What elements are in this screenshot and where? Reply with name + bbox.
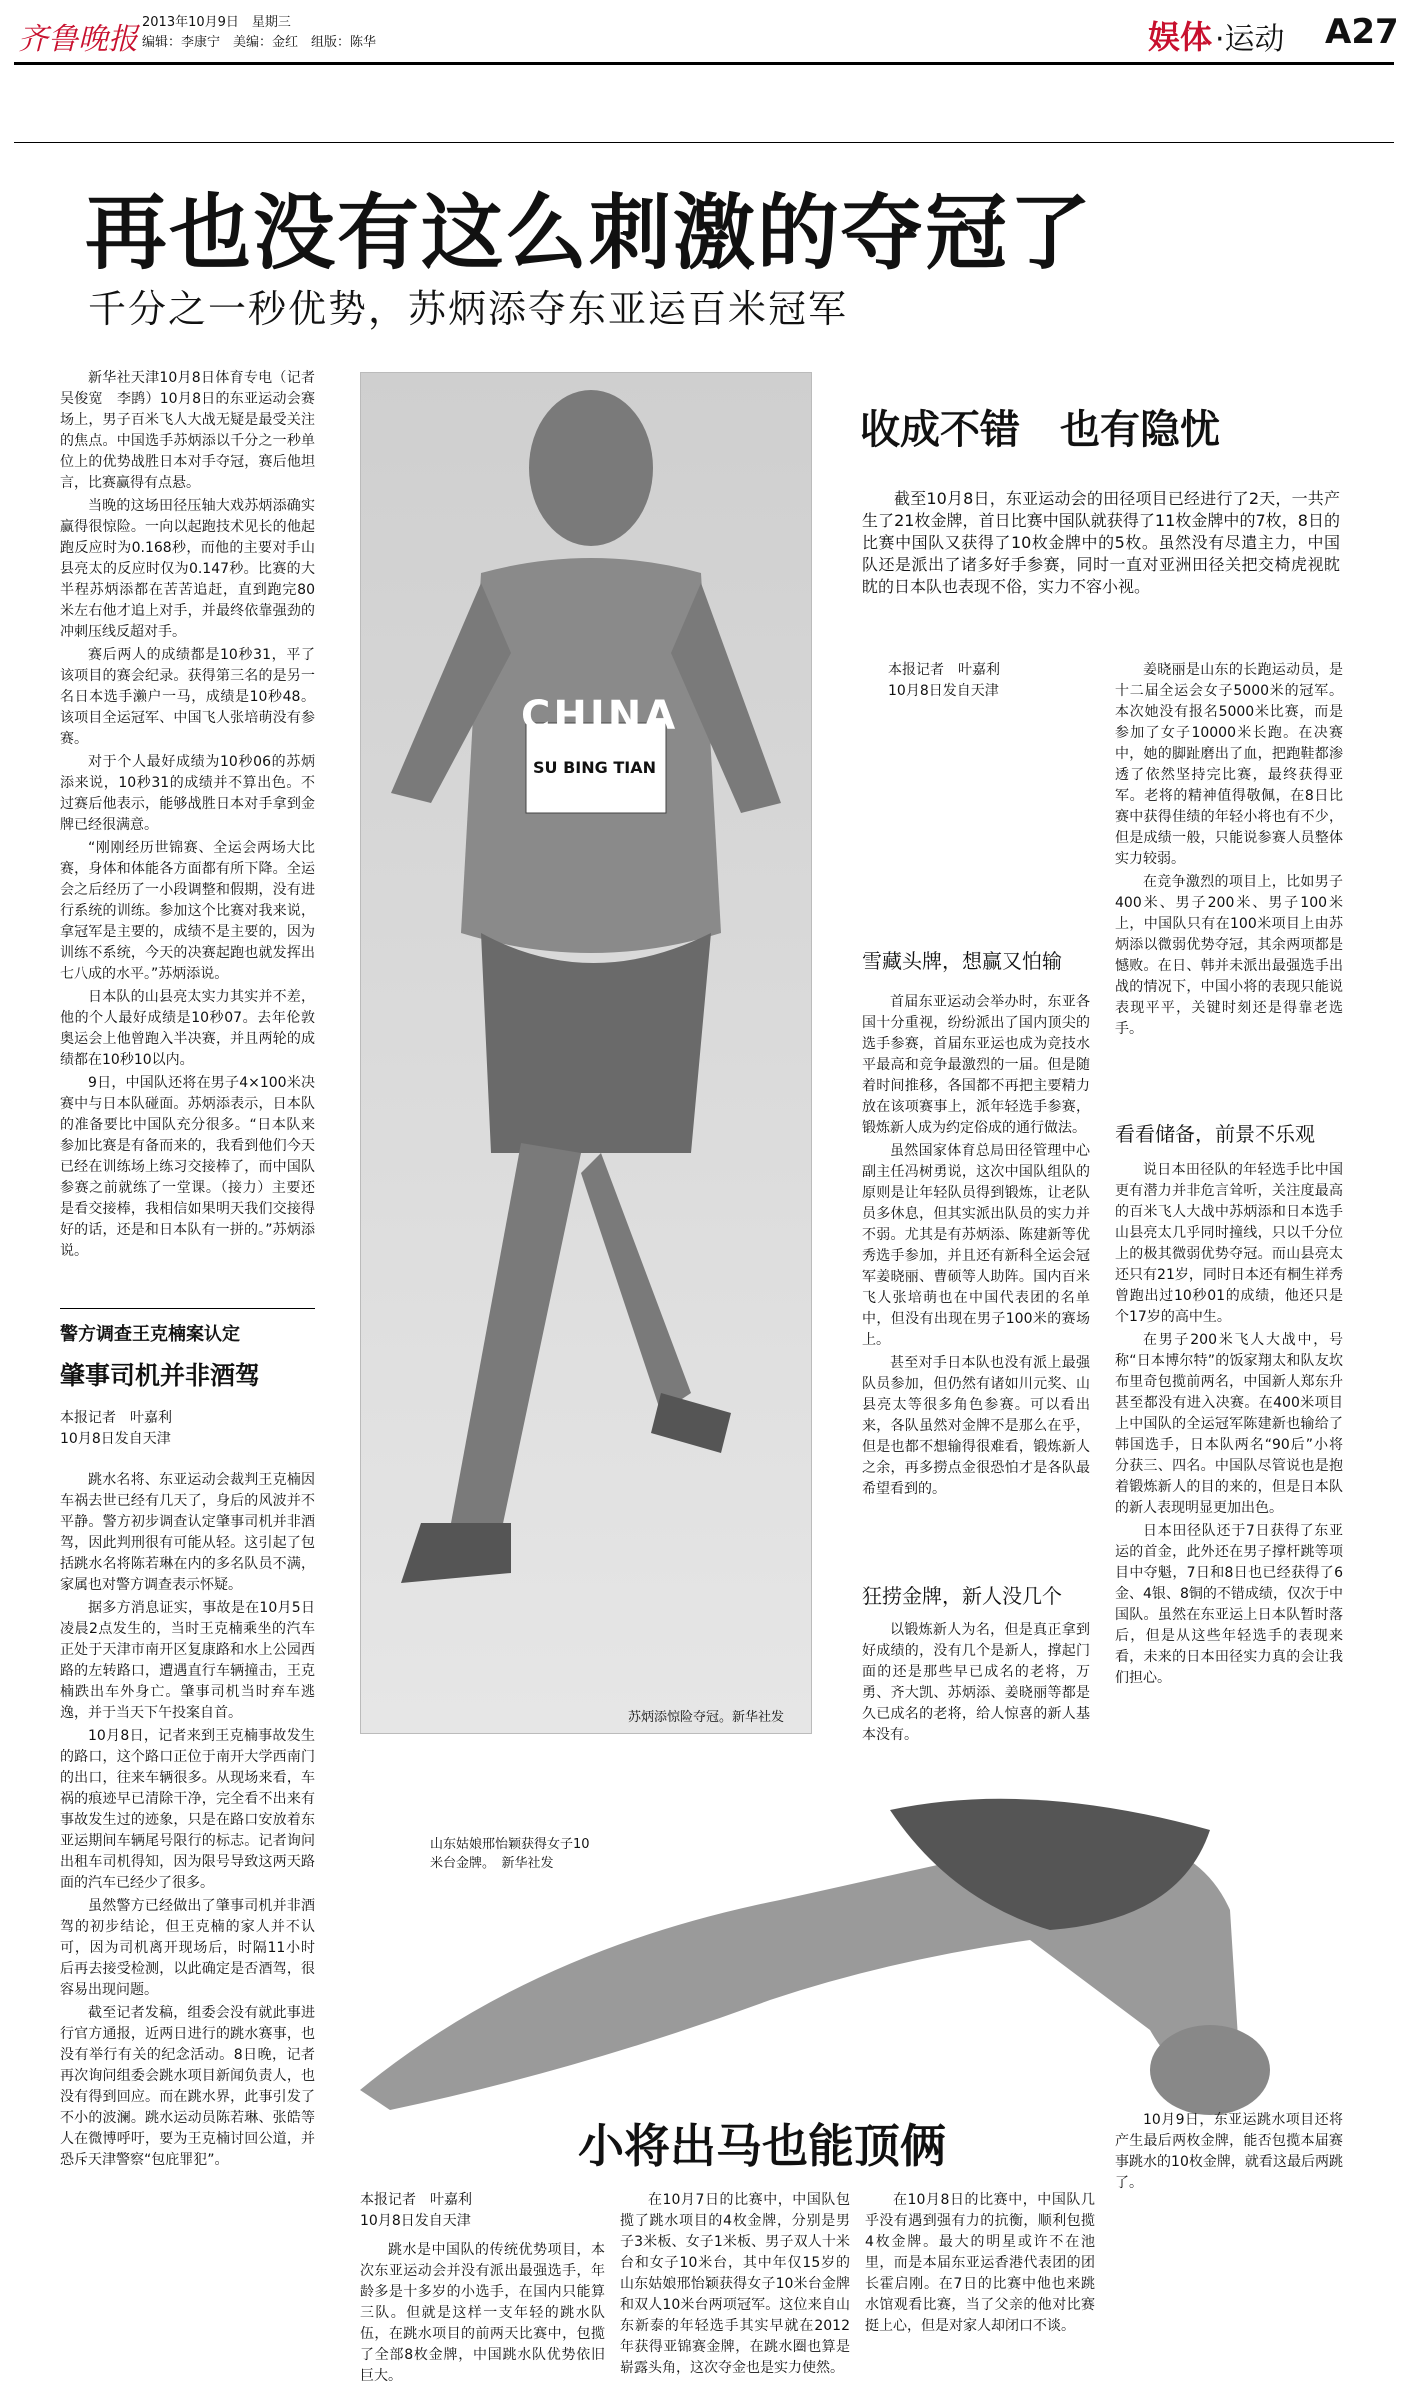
sprinter-photo [360, 372, 812, 1734]
track-byline: 本报记者 叶嘉利 10月8日发自天津 [888, 662, 1000, 699]
main-paragraph: 9日，中国队还将在男子4×100米决赛中与日本队碰面。苏炳添表示，日本队的准备要比中国队充分很多。“日本队来参加比赛是有备而来的，我看到他们今天已经在训练场上练习交接棒了，而中国队参赛之前就练了一堂课。（接力）主要还是看交接棒，我相信如果明天我们交接得好的话，还是和日本队有一拼的。”苏炳添说。 [60, 1075, 315, 1259]
main-paragraph: “刚刚经历世锦赛、全运会两场大比赛，身体和体能各方面都有所下降。全运会之后经历了一小段调整和假期，没有进行系统的训练。参加这个比赛对我来说，拿冠军是主要的，成绩不是主要的，因为训练不系统，今天的决赛起跑也就发挥出七八成的水平。”苏炳添说。 [60, 840, 315, 982]
track-section2-title: 狂捞金牌，新人没几个 [862, 1584, 1062, 1608]
diver-silhouette [330, 1770, 1350, 2130]
track-lead-paragraph: 截至10月8日，东亚运动会的田径项目已经进行了2天，一共产生了21枚金牌，首日比赛中国队就获得了11枚金牌中的7枚，8日的比赛中国队又获得了10枚金牌中的5枚。虽然没有尽遣主力，中国队还是派出了诸多好手参赛，同时一直对亚洲田径关把交椅虎视眈眈的日本队也表现不俗，实力不容小视。 [862, 489, 1340, 596]
masthead-rule [14, 62, 1394, 65]
diving-col2: 在10月7日的比赛中，中国队包揽了跳水项目的4枚金牌，分别是男子3米板、女子1米板、男子双人十米台和女子10米台，其中年仅15岁的山东姑娘邢怡颖获得女子10米台金牌和双人10米台两项冠军。这位来自山东新泰的年轻选手其实早就在2012年获得亚锦赛金牌，在跳水圈也算是崭露头角，这次夺金也是实力使然。 [620, 2192, 850, 2376]
diver-photo [330, 1770, 1350, 2130]
race-bib: SU BING TIAN [533, 758, 656, 777]
main-paragraph: 日本队的山县亮太实力其实并不差，他的个人最好成绩是10秒07。去年伦敦奥运会上他曾跑入半决赛，并且两轮的成绩都在10秒10以内。 [60, 989, 315, 1068]
page-number: A27 [1325, 12, 1399, 52]
issue-date: 2013年10月9日 星期三 [142, 15, 291, 30]
main-headline: 再也没有这么刺激的夺冠了 [85, 185, 1094, 281]
track-section1-title: 雪藏头牌，想赢又怕输 [862, 949, 1062, 973]
editorial-staff: 编辑：李康宁 美编：金红 组版：陈华 [142, 35, 377, 50]
section-label: 娱体 [1148, 18, 1213, 56]
main-story-body [60, 368, 329, 1273]
side-story-rule [60, 1308, 315, 1309]
track-section3-title: 看看储备，前景不乐观 [1115, 1122, 1315, 1146]
top-rule [14, 142, 1394, 143]
track-section2-body-b: 姜晓丽是山东的长跑运动员，是十二届全运会女子5000米的冠军。本次她没有报名5000米比赛，而是参加了女子10000米长跑。在决赛中，她的脚趾磨出了血，把跑鞋都渗透了依然坚持完比赛，最终获得亚军。老将的精神值得敬佩，在8日比赛中获得佳绩的年轻小将也有不少，但是成绩一般，只能说参赛人员整体实力较弱。 在竞争激烈的项目上，比如男子400米、男子200米、男子100米上，中国队只有在100米项目上由苏炳添以微弱优势夺冠，其余两项都是憾败。在日、韩并未派出最强选手出战的情况下，中国小将的表现只能说表现平平，关键时刻还是得靠老选手。 [1115, 662, 1343, 1037]
diver-photo-caption: 山东姑娘邢怡颖获得女子10米台金牌。 新华社发 [430, 1837, 590, 1871]
newspaper-logo: 齐鲁晚报 [18, 22, 138, 57]
side-story-byline: 本报记者 叶嘉利 10月8日发自天津 [60, 1410, 172, 1447]
main-paragraph: 赛后两人的成绩都是10秒31，平了该项目的赛会纪录。获得第三名的是另一名日本选手濑户一马，成绩是10秒48。该项目全运冠军、中国飞人张培萌没有参赛。 [60, 647, 315, 747]
track-section1-body: 首届东亚运动会举办时，东亚各国十分重视，纷纷派出了国内顶尖的选手参赛，首届东亚运也成为竞技水平最高和竞争最激烈的一届。但是随着时间推移，各国都不再把主要精力放在该项赛事上，派年轻选手参赛，锻炼新人成为约定俗成的通行做法。 虽然国家体育总局田径管理中心副主任冯树勇说，这次中国队组队的原则是让年轻队员得到锻炼，让老队员多休息，但其实派出队员的实力并不弱。尤其是有苏炳添、陈建新等优秀选手参加，并且还有新科全运会冠军姜晓丽、曹硕等人助阵。国内百米飞人张培萌也在中国代表团的名单中，但没有出现在男子100米的赛场上。 甚至对手日本队也没有派上最强队员参加，但仍然有诸如川元奖、山县亮太等很多角色参赛。可以看出来，各队虽然对金牌不是那么在乎，但是也都不想输得很难看，锻炼新人之余，再多撈点金很恐怕才是各队最希望看到的。 [862, 994, 1090, 1497]
side-story-body: 跳水名将、东亚运动会裁判王克楠因车祸去世已经有几天了，身后的风波并不平静。警方初步调查认定肇事司机并非酒驾，因此判刑很有可能从轻。这引起了包括跳水名将陈若琳在内的多名队员不满，家属也对警方调查表示怀疑。 据多方消息证实，事故是在10月5日凌晨2点发生的，当时王克楠乘坐的汽车正处于天津市南开区复康路和水上公园西路的左转路口，遭遇直行车辆撞击，王克楠跌出车外身亡。肇事司机当时弃车逃逸，并于当天下午投案自首。 10月8日，记者来到王克楠事故发生的路口，这个路口正位于南开大学西南门的出口，往来车辆很多。从现场来看，车祸的痕迹早已清除干净，完全看不出来有事故发生过的迹象，只是在路口安放着东亚运期间车辆尾号限行的标志。记者询问出租车司机得知，因为限号导致这两天路面的汽车已经少了很多。 虽然警方已经做出了肇事司机并非酒驾的初步结论，但王克楠的家人并不认可，因为司机离开现场后，时隔11小时后再去接受检测，以此确定是否酒驾，很容易出现问题。 截至记者发稿，组委会没有就此事进行官方通报，近两日进行的跳水赛事，也没有举行有关的纪念活动。8日晚，记者再次询问组委会跳水项目新闻负责人，也没有得到回应。而在跳水界，此事引发了不小的波澜。跳水运动员陈若琳、张皓等人在微博呼吁，要为王克楠讨回公道，并恐斥天津警察“包庇罪犯”。 [60, 1472, 315, 2168]
section-sub-label: ·运动 [1215, 22, 1285, 57]
diving-byline: 本报记者 叶嘉利 10月8日发自天津 [360, 2192, 472, 2229]
main-paragraph: 当晚的这场田径压轴大戏苏炳添确实赢得很惊险。一向以起跑技术见长的他起跑反应时为0.168秒，而他的主要对手山县亮太的反应时仅为0.147秒。比赛的大半程苏炳添都在苦苦追赶，直到跑完80米左右他才追上对手，并最终依靠强劲的冲刺压线反超对手。 [60, 498, 315, 640]
track-section2-body-a: 以锻炼新人为名，但是真正拿到好成绩的，没有几个是新人，撑起门面的还是那些早已成名的老将，万勇、齐大凯、苏炳添、姜晓丽等都是久已成名的老将，给人惊喜的新人基本没有。 [862, 1622, 1090, 1743]
diving-headline: 小将出马也能顶俩 [578, 2119, 946, 2173]
side-story-headline: 肇事司机并非酒驾 [60, 1361, 261, 1390]
track-section3-body: 说日本田径队的年轻选手比中国更有潜力并非危言耸听，关注度最高的百米飞人大战中苏炳添和日本选手山县亮太几乎同时撞线，只以千分位上的极其微弱优势夺冠。而山县亮太还只有21岁，同时日本还有桐生祥秀曾跑出过10秒01的成绩，他还只是个17岁的高中生。 在男子200米飞人大战中，号称“日本博尔特”的饭家翔太和队友坎布里奇包揽前两名，中国新人郑东升甚至都没有进入决赛。在400米项目上中国队的全运冠军陈建新也输给了韩国选手，日本队两名“90后”小将分获三、四名。中国队尽管说也是抱着锻炼新人的目的来的，但是日本队的新人表现明显更加出色。 日本田径队还于7日获得了东亚运的首金，此外还在男子撑杆跳等项目中夺魁，7日和8日也已经获得了6金、4银、8铜的不错成绩，仅次于中国队。虽然在东亚运上日本队暂时落后，但是从这些年轻选手的表现来看，未来的日本田径实力真的会让我们担心。 [1115, 1162, 1343, 1686]
diving-col4: 10月9日，东亚运跳水项目还将产生最后两枚金牌，能否包揽本届赛事跳水的10枚金牌，就看这最后两跳了。 [1115, 2112, 1343, 2191]
main-paragraph: 对于个人最好成绩为10秒06的苏炳添来说，10秒31的成绩并不算出色。不过赛后他表示，能够战胜日本对手拿到金牌已经很满意。 [60, 754, 315, 833]
diving-col3: 在10月8日的比赛中，中国队几乎没有遇到强有力的抗衡，顺利包揽4枚金牌。最大的明星或许不在池里，而是本届东亚运香港代表团的团长霍启刚。在7日的比赛中他也来跳水馆观看比赛，当了父亲的他对比赛挺上心，但是对家人却闭口不谈。 [865, 2192, 1095, 2334]
side-story-kicker: 警方调查王克楠案认定 [60, 1324, 240, 1345]
main-paragraph: 新华社天津10月8日体育专电（记者 吴俊宽 李鹍）10月8日的东亚运动会赛场上，男子百米飞人大战无疑是最受关注的焦点。中国选手苏炳添以千分之一秒单位上的优势战胜日本对手夺冠，赛后他坦言，比赛赢得有点悬。 [60, 370, 329, 491]
diving-col1: 跳水是中国队的传统优势项目，本次东亚运动会并没有派出最强选手，年龄多是十多岁的小选手，在国内只能算三队。但就是这样一支年轻的跳水队伍，在跳水项目的前两天比赛中，包揽了全部8枚金牌，中国跳水队优势依旧巨大。 [360, 2242, 605, 2384]
track-lead [862, 488, 1340, 638]
jersey-text: CHINA [521, 693, 679, 739]
track-headline: 收成不错 也有隐忧 [860, 407, 1220, 453]
main-subheadline: 千分之一秒优势，苏炳添夺东亚运百米冠军 [88, 287, 849, 331]
sprinter-silhouette [361, 373, 811, 1733]
sprinter-photo-caption: 苏炳添惊险夺冠。新华社发 [628, 1710, 785, 1725]
